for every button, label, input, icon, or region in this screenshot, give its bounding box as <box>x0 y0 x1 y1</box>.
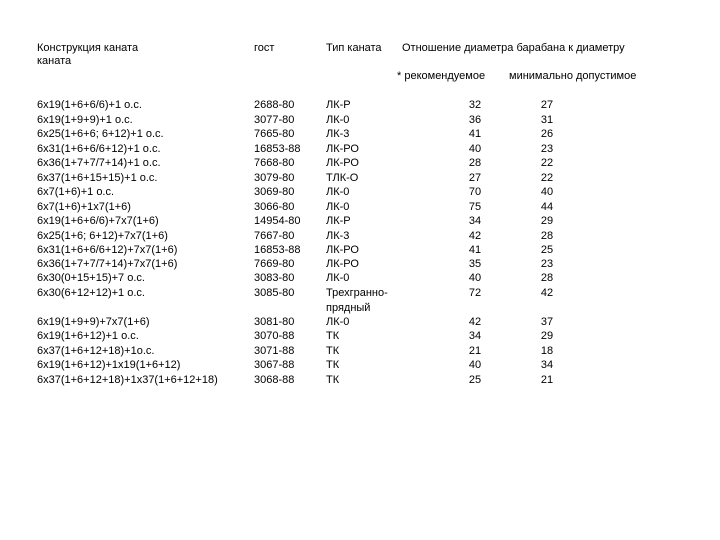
cell-min: 21 <box>540 374 554 386</box>
cell-recommended: 40 <box>468 272 482 284</box>
cell-construction: 6х37(1+6+15+15)+1 о.с. <box>37 172 158 184</box>
cell-min: 44 <box>540 201 554 213</box>
cell-min: 22 <box>540 172 554 184</box>
cell-gost: 3067-88 <box>254 359 295 371</box>
cell-recommended: 21 <box>468 345 482 357</box>
cell-recommended: 42 <box>468 316 482 328</box>
cell-min: 23 <box>540 258 554 270</box>
header-min: минимально допустимое <box>509 70 637 82</box>
cell-construction: 6х19(1+9+9)+1 о.с. <box>37 114 133 126</box>
cell-gost: 3079-80 <box>254 172 295 184</box>
cell-recommended: 34 <box>468 330 482 342</box>
cell-min: 22 <box>540 157 554 169</box>
cell-recommended: 34 <box>468 215 482 227</box>
cell-recommended: 70 <box>468 186 482 198</box>
cell-construction: 6х19(1+6+12)+1 о.с. <box>37 330 139 342</box>
table-row <box>0 272 720 285</box>
cell-gost: 3081-80 <box>254 316 295 328</box>
cell-gost: 16853-88 <box>254 143 301 155</box>
cell-gost: 3066-80 <box>254 201 295 213</box>
cell-type: ТК <box>326 359 340 371</box>
cell-type: ТК <box>326 345 340 357</box>
table-row <box>0 201 720 214</box>
cell-min: 42 <box>540 287 554 299</box>
cell-construction: 6х25(1+6+6; 6+12)+1 о.с. <box>37 128 164 140</box>
cell-gost: 3068-88 <box>254 374 295 386</box>
cell-min: 29 <box>540 330 554 342</box>
cell-construction: 6х25(1+6; 6+12)+7х7(1+6) <box>37 230 168 242</box>
table-row <box>0 244 720 257</box>
cell-gost: 7667-80 <box>254 230 295 242</box>
table-row <box>0 172 720 185</box>
table-row <box>0 186 720 199</box>
cell-type: ЛК-0 <box>326 272 350 284</box>
cell-gost: 3069-80 <box>254 186 295 198</box>
cell-min: 31 <box>540 114 554 126</box>
cell-construction: 6х30(0+15+15)+7 о.с. <box>37 272 145 284</box>
cell-type: ЛК-3 <box>326 230 350 242</box>
cell-recommended: 35 <box>468 258 482 270</box>
cell-recommended: 40 <box>468 143 482 155</box>
cell-gost: 14954-80 <box>254 215 301 227</box>
cell-gost: 3071-88 <box>254 345 295 357</box>
cell-recommended: 41 <box>468 128 482 140</box>
cell-min: 26 <box>540 128 554 140</box>
cell-min: 28 <box>540 272 554 284</box>
table-row <box>0 287 720 314</box>
cell-type: ЛК-0 <box>326 114 350 126</box>
cell-gost: 2688-80 <box>254 99 295 111</box>
cell-recommended: 72 <box>468 287 482 299</box>
cell-recommended: 75 <box>468 201 482 213</box>
table-row <box>0 374 720 387</box>
cell-type: ЛК-РО <box>326 157 359 169</box>
cell-construction: 6х19(1+9+9)+7х7(1+6) <box>37 316 150 328</box>
header-construction-line2: каната <box>37 55 72 67</box>
cell-type: ЛК-0 <box>326 186 350 198</box>
cell-min: 28 <box>540 230 554 242</box>
header-gost: гост <box>254 42 275 54</box>
cell-type: ЛК-0 <box>326 316 350 328</box>
cell-gost: 3083-80 <box>254 272 295 284</box>
table-row <box>0 143 720 156</box>
cell-type: ЛК-Р <box>326 99 351 111</box>
cell-type: ЛК-0 <box>326 201 350 213</box>
cell-type: ЛК-РО <box>326 258 359 270</box>
cell-gost: 7668-80 <box>254 157 295 169</box>
cell-type: ЛК-3 <box>326 128 350 140</box>
cell-construction: 6х31(1+6+6/6+12)+7х7(1+6) <box>37 244 178 256</box>
cell-gost: 7669-80 <box>254 258 295 270</box>
cell-recommended: 40 <box>468 359 482 371</box>
cell-min: 23 <box>540 143 554 155</box>
cell-construction: 6х7(1+6)+1х7(1+6) <box>37 201 131 213</box>
cell-type: ТЛК-О <box>326 172 359 184</box>
cell-type-line2: прядный <box>326 302 371 314</box>
cell-gost: 3070-88 <box>254 330 295 342</box>
table-row <box>0 99 720 112</box>
cell-construction: 6х36(1+7+7/7+14)+7х7(1+6) <box>37 258 178 270</box>
table-row <box>0 345 720 358</box>
cell-type: ЛК-РО <box>326 244 359 256</box>
cell-recommended: 41 <box>468 244 482 256</box>
table-row <box>0 316 720 329</box>
cell-type: ЛК-Р <box>326 215 351 227</box>
cell-type: ЛК-РО <box>326 143 359 155</box>
table-row <box>0 114 720 127</box>
header-construction: Конструкция каната <box>37 42 139 54</box>
table-row <box>0 215 720 228</box>
cell-construction: 6х19(1+6+6/6)+1 о.с. <box>37 99 142 111</box>
cell-min: 40 <box>540 186 554 198</box>
cell-type: ТК <box>326 374 340 386</box>
cell-recommended: 28 <box>468 157 482 169</box>
table-row <box>0 330 720 343</box>
cell-construction: 6х19(1+6+12)+1х19(1+6+12) <box>37 359 181 371</box>
cell-gost: 7665-80 <box>254 128 295 140</box>
cell-gost: 16853-88 <box>254 244 301 256</box>
cell-construction: 6х31(1+6+6/6+12)+1 о.с. <box>37 143 161 155</box>
cell-min: 25 <box>540 244 554 256</box>
cell-recommended: 27 <box>468 172 482 184</box>
table-row <box>0 157 720 170</box>
cell-min: 34 <box>540 359 554 371</box>
cell-construction: 6х7(1+6)+1 о.с. <box>37 186 115 198</box>
cell-type: Трехгранно- <box>326 287 388 299</box>
cell-construction: 6х30(6+12+12)+1 о.с. <box>37 287 145 299</box>
cell-recommended: 32 <box>468 99 482 111</box>
cell-min: 27 <box>540 99 554 111</box>
cell-gost: 3077-80 <box>254 114 295 126</box>
header-ratio: Отношение диаметра барабана к диаметру <box>402 42 625 54</box>
table-row <box>0 359 720 372</box>
table-row <box>0 258 720 271</box>
cell-type: ТК <box>326 330 340 342</box>
cell-min: 18 <box>540 345 554 357</box>
header-type: Тип каната <box>326 42 382 54</box>
cell-construction: 6х37(1+6+12+18)+1о.с. <box>37 345 155 357</box>
cell-construction: 6х37(1+6+12+18)+1х37(1+6+12+18) <box>37 374 218 386</box>
table-row <box>0 230 720 243</box>
cell-min: 29 <box>540 215 554 227</box>
cell-recommended: 42 <box>468 230 482 242</box>
cell-recommended: 25 <box>468 374 482 386</box>
header-recommended: * рекомендуемое <box>397 70 486 82</box>
cell-gost: 3085-80 <box>254 287 295 299</box>
cell-min: 37 <box>540 316 554 328</box>
table-row <box>0 128 720 141</box>
cell-construction: 6х36(1+7+7/7+14)+1 о.с. <box>37 157 161 169</box>
cell-recommended: 36 <box>468 114 482 126</box>
cell-construction: 6х19(1+6+6/6)+7х7(1+6) <box>37 215 159 227</box>
